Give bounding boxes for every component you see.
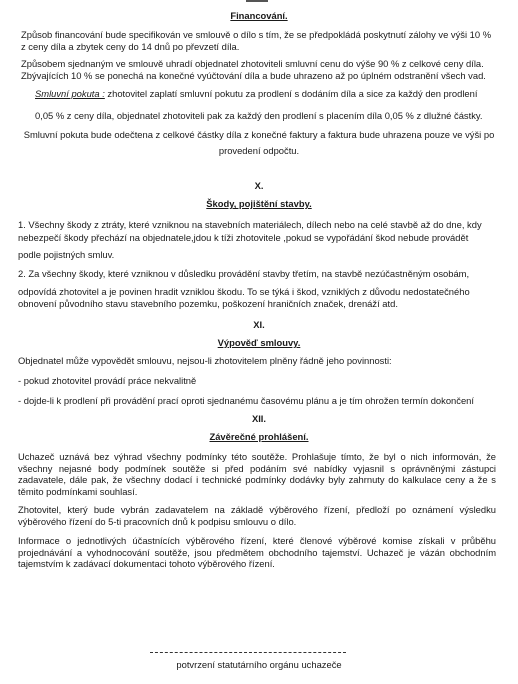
- smluvni-pokuta-lead: Smluvní pokuta :: [35, 88, 105, 99]
- xii-p1: Uchazeč uznává bez výhrad všechny podmínky této soutěže. Prohlašuje tímto, že byl o nich informován, že všechny nejasné body podmínek soutěže si před podáním své nabídky vyjasnil s oprávněnými zástupci zadavatele, dále pak, že všechny dodací i technické podmínky dodávky byly zahrnuty do kalkulace ceny a že s těmito podmínkami souhlasí.: [18, 451, 496, 497]
- xi-bullet-1: - pokud zhotovitel provádí práce nekvalitně: [18, 375, 197, 386]
- section-xi-number: XI.: [253, 319, 265, 330]
- fin-p3-line2: 0,05 % z ceny díla, objednatel zhotoviteli pak za každý den prodlení s placením díla 0,05 % z dlužné částky.: [35, 110, 483, 121]
- fin-p1-line1: Způsob financování bude specifikován ve smlouvě o dílo s tím, že se předpokládá poskytnutí zálohy ve výši 10 %: [21, 29, 492, 40]
- heading-skody: Škody, pojištění stavby.: [206, 198, 312, 209]
- x-p1-line1: 1. Všechny škody z ztráty, které vzniknou na stavebních materiálech, dílech nebo na celé stavbě až do dne, kdy: [18, 219, 482, 230]
- heading-vypoved: Výpověď smlouvy.: [217, 337, 301, 348]
- signature-caption: potvrzení statutárního orgánu uchazeče: [176, 659, 342, 670]
- x-p1-line3: podle pojistných smluv.: [18, 249, 115, 260]
- section-xii-number: XII.: [251, 413, 267, 424]
- x-p2-line1: 2. Za všechny škody, které vzniknou v důsledku provádění stavby třetím, na stavbě nezúčastněným osobám,: [18, 268, 470, 279]
- fin-p2-line1: Způsobem sjednaným ve smlouvě uhradí objednatel zhotoviteli smluvní cenu do výše 90 % z celkové ceny díla.: [21, 58, 484, 69]
- signature-line: [150, 652, 346, 653]
- fin-p4-line2: provedení odpočtu.: [218, 145, 300, 156]
- x-p2-line3: obnovení původního stavu stavebního pozemku, poškození hraničních značek, drenáží atd.: [18, 298, 398, 309]
- fin-p3-line1-text: zhotovitel zaplatí smluvní pokutu za prodlení s dodáním díla a sice za každý den prodlení: [104, 88, 478, 99]
- xi-bullet-2: - dojde-li k prodlení při provádění prací oproti sjednanému časovému plánu a je tím ohrožen termín dokončení: [18, 395, 474, 406]
- xi-p1: Objednatel může vypovědět smlouvu, nejsou-li zhotovitelem plněny řádně jeho povinnosti:: [18, 355, 392, 366]
- x-p2-line2: odpovídá zhotovitel a je povinen hradit vzniklou škodu. To se týká i škod, vzniklých z důvodu nedostatečného: [18, 286, 470, 297]
- page-top-mark: [246, 0, 268, 2]
- x-p1-line2: nebezpečí škody přechází na objednatele,jdou k tíži zhotovitele ,pokud se vypořádání škod nebude provádět: [18, 232, 469, 243]
- fin-p4-line1: Smluvní pokuta bude odečtena z celkové částky díla z konečné faktury a faktura bude uhrazena pouze ve výši po: [23, 129, 495, 140]
- xii-p3: Informace o jednotlivých účastnících výběrového řízení, které členové výběrové komise získali v průběhu projednávání a vyhodnocování soutěže, jsou předmětem obchodního tajemství. Uchazeč je vázán obchodním tajemstvím k zadávací dokumentaci tohoto výběrového řízení.: [18, 535, 496, 569]
- heading-financovani: Financování.: [230, 10, 288, 21]
- section-x-number: X.: [254, 180, 264, 191]
- fin-p2-line2: Zbývajících 10 % se ponechá na konečné vyúčtování díla a bude uhrazeno až po úplném odstranění všech vad.: [21, 70, 486, 81]
- fin-p3-line1: [35, 88, 477, 100]
- heading-zaverecne: Závěrečné prohlášení.: [209, 431, 309, 442]
- xii-p2: Zhotovitel, který bude vybrán zadavatelem na základě výběrového řízení, předloží po oznámení výsledku výběrového řízení do 5-ti pracovních dnů k podpisu smlouvu o dílo.: [18, 504, 496, 527]
- fin-p1-line2: z ceny díla a zbytek ceny do 14 dnů po převzetí díla.: [21, 41, 240, 52]
